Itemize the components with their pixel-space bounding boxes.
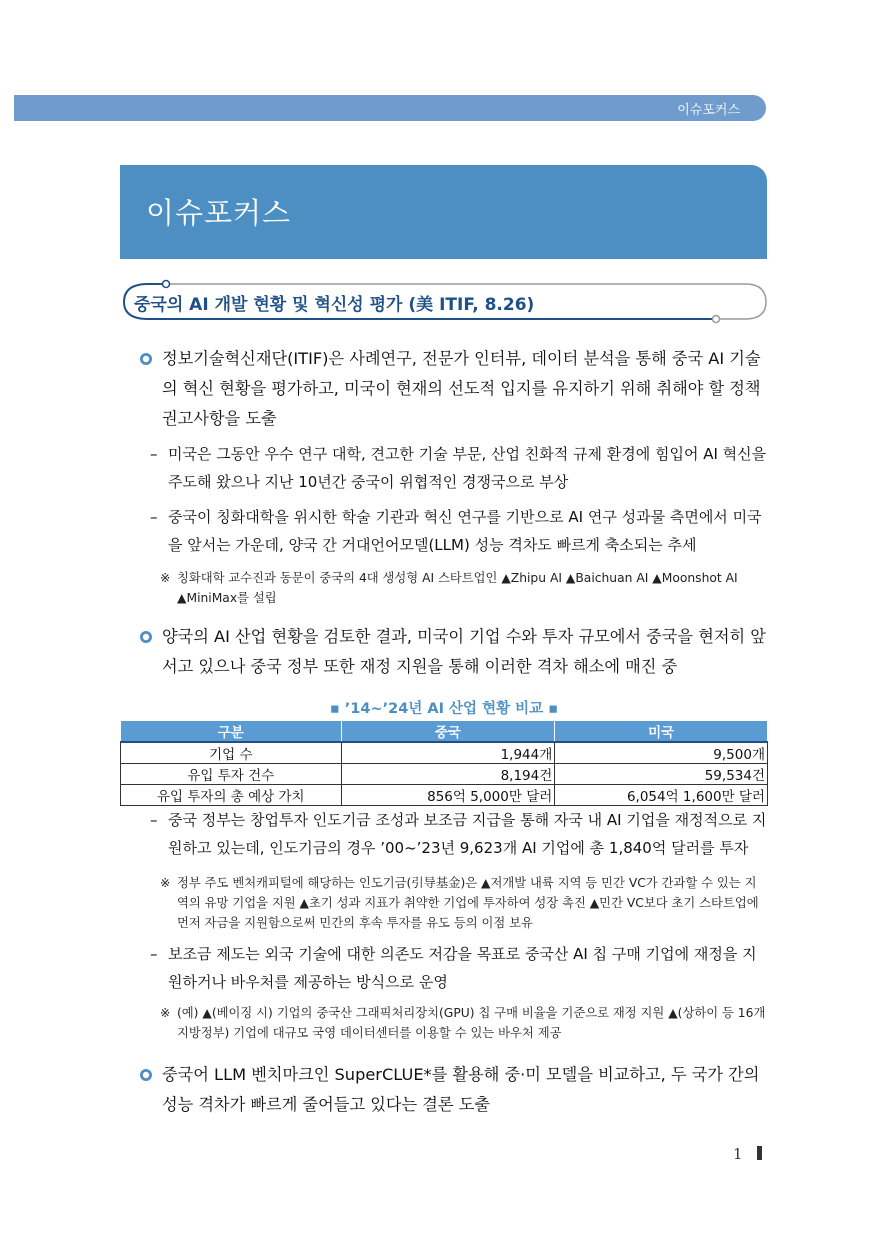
- us-value: 9,500개: [555, 742, 768, 764]
- table-row: [121, 785, 768, 806]
- dash-marker: –: [150, 811, 158, 829]
- row-label: 기업 수: [121, 742, 342, 764]
- bullet-text: 양국의 AI 산업 현황을 검토한 결과, 미국이 기업 수와 투자 규모에서 중국을 현저히 앞서고 있으나 중국 정부 또한 재정 지원을 통해 이러한 격차 해소에 매진 중: [162, 627, 766, 676]
- table-row: [121, 742, 768, 764]
- article-heading: [120, 276, 770, 324]
- running-header-label: 이슈포커스: [677, 103, 740, 118]
- table-title: ’14~’24년 AI 산업 현황 비교: [344, 701, 544, 717]
- running-header-bar: [14, 95, 766, 121]
- sub-item-text: 보조금 제도는 외국 기술에 대한 의존도 저감을 목표로 중국산 AI 칩 구매 기업에 재정을 지원하거나 바우처를 제공하는 방식으로 운영: [168, 945, 757, 991]
- sub-item-text: 중국 정부는 창업투자 인도기금 조성과 보조금 지급을 통해 자국 내 AI 기업을 재정적으로 지원하고 있는데, 인도기금의 경우 ’00~’23년 9,623개 AI 기업에 총 1,840억 달러를 투자: [168, 811, 767, 857]
- page-number: 1: [733, 1145, 743, 1163]
- us-value: 59,534건: [555, 764, 768, 785]
- column-header: 중국: [341, 721, 555, 743]
- dash-marker: –: [150, 508, 158, 526]
- footnote-text: 칭화대학 교수진과 동문이 중국의 4대 생성형 AI 스타트업인 ▲Zhipu AI ▲Baichuan AI ▲Moonshot AI ▲MiniMax를 설립: [177, 571, 738, 605]
- page-number-bar: [757, 1146, 762, 1160]
- column-header: 구분: [121, 721, 342, 743]
- column-header: 미국: [555, 721, 768, 743]
- row-label: 유입 투자 건수: [121, 764, 342, 785]
- section-title: 이슈포커스: [146, 196, 292, 230]
- dash-marker: –: [150, 945, 158, 963]
- footnote-text: (예) ▲(베이징 시) 기업의 중국산 그래픽처리장치(GPU) 칩 구매 비율을 기준으로 재정 지원 ▲(상하이 등 16개 지방정부) 기업에 대규모 국영 데이터센터를 이용할 수 있는 바우처 제공: [177, 1006, 766, 1040]
- footnote-text: 정부 주도 벤처캐피털에 해당하는 인도기금(引导基金)은 ▲저개발 내륙 지역 등 민간 VC가 간과할 수 있는 지역의 유망 기업을 지원 ▲초기 성과 지표가 취약한 기업에 투자하여 성장 촉진 ▲민간 VC보다 초기 스타트업에 먼저 자금을 지원함으로써 민간의 후속 투자를 유도 등의 이점 보유: [177, 876, 759, 930]
- table-header-row: [121, 721, 768, 743]
- caption-marker-right: ▪: [548, 701, 559, 717]
- note-marker: ※: [160, 1006, 171, 1020]
- us-value: 6,054억 1,600만 달러: [555, 785, 768, 806]
- note-marker: ※: [160, 571, 171, 585]
- table-caption: [0, 697, 888, 718]
- ring-bullet-icon: [140, 1069, 152, 1081]
- sub-item-text: 미국은 그동안 우수 연구 대학, 견고한 기술 부문, 산업 친화적 규제 환경에 힘입어 AI 혁신을 주도해 왔으나 지난 10년간 중국이 위협적인 경쟁국으로 부상: [168, 445, 767, 491]
- row-label: 유입 투자의 총 예상 가치: [121, 785, 342, 806]
- ring-bullet-icon: [140, 353, 152, 365]
- ring-bullet-icon: [140, 631, 152, 643]
- china-value: 1,944개: [341, 742, 555, 764]
- bullet-text: 중국어 LLM 벤치마크인 SuperCLUE*를 활용해 중·미 모델을 비교하고, 두 국가 간의 성능 격차가 빠르게 줄어들고 있다는 결론 도출: [162, 1065, 760, 1114]
- caption-marker-left: ▪: [329, 701, 340, 717]
- sub-item-text: 중국이 칭화대학을 위시한 학술 기관과 혁신 연구를 기반으로 AI 연구 성과물 측면에서 미국을 앞서는 가운데, 양국 간 거대언어모델(LLM) 성능 격차도 빠르게 축소되는 추세: [168, 508, 762, 554]
- note-marker: ※: [160, 876, 171, 890]
- article-title: 중국의 AI 개발 현황 및 혁신성 평가 (美 ITIF, 8.26): [134, 295, 535, 315]
- china-value: 8,194건: [341, 764, 555, 785]
- industry-comparison-table: [120, 720, 768, 806]
- section-banner: [120, 165, 767, 259]
- china-value: 856억 5,000만 달러: [341, 785, 555, 806]
- bullet-text: 정보기술혁신재단(ITIF)은 사례연구, 전문가 인터뷰, 데이터 분석을 통해 중국 AI 기술의 혁신 현황을 평가하고, 미국이 현재의 선도적 입지를 유지하기 위해 취해야 할 정책 권고사항을 도출: [162, 349, 761, 428]
- table-row: [121, 764, 768, 785]
- dash-marker: –: [150, 445, 158, 463]
